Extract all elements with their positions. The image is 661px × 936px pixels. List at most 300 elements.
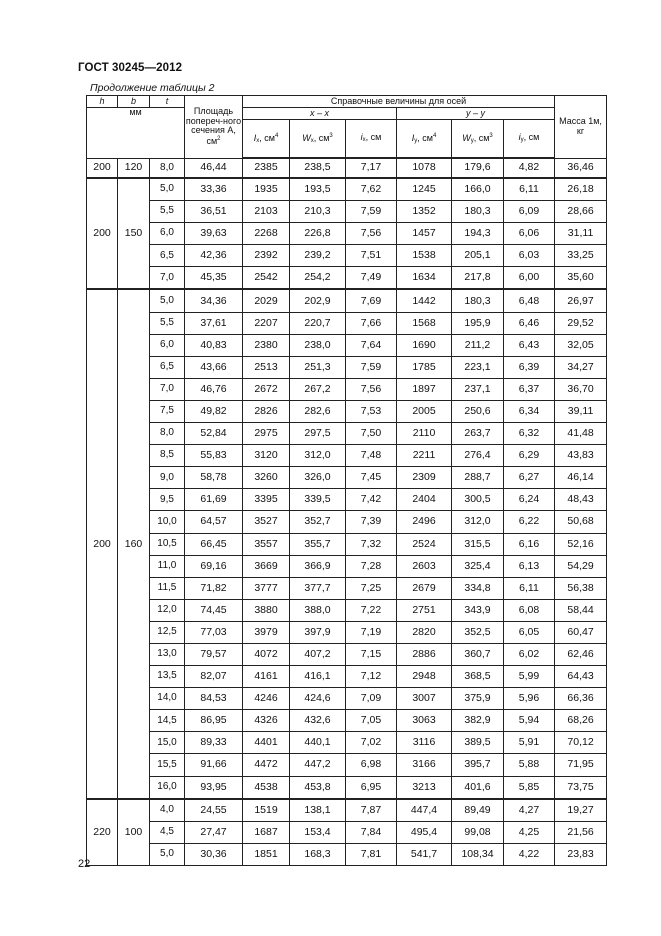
table-body	[87, 158, 607, 865]
cell-t: 13,5	[150, 666, 185, 688]
cell-area: 43,66	[185, 356, 243, 378]
cell-ix: 7,05	[346, 710, 397, 732]
col-Iy: $I_y$, $см^4$	[397, 120, 452, 159]
cell-area: 89,33	[185, 732, 243, 754]
cell-Iy: 1634	[397, 267, 452, 290]
cell-Iy: 3007	[397, 688, 452, 710]
cell-mass: 26,97	[555, 289, 607, 312]
table-row	[87, 289, 607, 312]
document-title: ГОСТ 30245—2012	[78, 62, 183, 74]
cell-Wy: 99,08	[452, 821, 504, 843]
col-t: t	[150, 96, 185, 108]
cell-mass: 31,11	[555, 223, 607, 245]
cell-mass: 36,70	[555, 378, 607, 400]
cell-Wy: 263,7	[452, 423, 504, 445]
cell-ix: 7,09	[346, 688, 397, 710]
cell-area: 52,84	[185, 423, 243, 445]
cell-b: 150	[118, 178, 150, 289]
cell-mass: 19,27	[555, 799, 607, 822]
col-iy: $i_y$, см	[504, 120, 555, 159]
cell-Iy: 2309	[397, 467, 452, 489]
table-row	[87, 467, 607, 489]
table-row	[87, 643, 607, 665]
cell-Wy: 389,5	[452, 732, 504, 754]
cell-iy: 5,91	[504, 732, 555, 754]
cell-t: 7,0	[150, 267, 185, 290]
cell-iy: 6,02	[504, 643, 555, 665]
cell-Wy: 312,0	[452, 511, 504, 533]
table-row	[87, 776, 607, 799]
col-area-sup: 2	[217, 135, 221, 142]
cell-Wx: 432,6	[290, 710, 346, 732]
cell-t: 8,0	[150, 158, 185, 178]
cell-Ix: 2542	[243, 267, 290, 290]
cell-area: 24,55	[185, 799, 243, 822]
cell-t: 13,0	[150, 643, 185, 665]
cell-Ix: 3557	[243, 533, 290, 555]
cell-b: 120	[118, 158, 150, 178]
cell-iy: 6,11	[504, 178, 555, 201]
cell-Wy: 382,9	[452, 710, 504, 732]
cell-area: 79,57	[185, 643, 243, 665]
cell-area: 46,76	[185, 378, 243, 400]
cell-Iy: 2679	[397, 577, 452, 599]
cell-Wx: 453,8	[290, 776, 346, 799]
cell-h: 220	[87, 799, 118, 866]
table-row	[87, 666, 607, 688]
cell-Wy: 343,9	[452, 599, 504, 621]
cell-t: 7,0	[150, 378, 185, 400]
cell-iy: 6,46	[504, 312, 555, 334]
cell-Ix: 3669	[243, 555, 290, 577]
cell-area: 34,36	[185, 289, 243, 312]
cell-ix: 7,48	[346, 445, 397, 467]
cell-iy: 6,22	[504, 511, 555, 533]
table-row	[87, 821, 607, 843]
cell-ix: 7,62	[346, 178, 397, 201]
cell-Ix: 4401	[243, 732, 290, 754]
cell-b: 160	[118, 289, 150, 798]
cell-Wy: 217,8	[452, 267, 504, 290]
table-row	[87, 799, 607, 822]
cell-t: 12,0	[150, 599, 185, 621]
cell-ix: 7,56	[346, 223, 397, 245]
cell-Wy: 276,4	[452, 445, 504, 467]
cell-t: 15,5	[150, 754, 185, 776]
cell-iy: 4,25	[504, 821, 555, 843]
cell-Wy: 401,6	[452, 776, 504, 799]
cell-iy: 6,09	[504, 201, 555, 223]
cell-Wy: 223,1	[452, 356, 504, 378]
cell-area: 42,36	[185, 245, 243, 267]
cell-ix: 7,51	[346, 245, 397, 267]
table-row	[87, 267, 607, 290]
cell-Ix: 3260	[243, 467, 290, 489]
cell-t: 9,0	[150, 467, 185, 489]
cell-Wx: 202,9	[290, 289, 346, 312]
cell-ix: 7,45	[346, 467, 397, 489]
table-row	[87, 843, 607, 865]
cell-area: 74,45	[185, 599, 243, 621]
cell-t: 5,0	[150, 289, 185, 312]
cell-area: 91,66	[185, 754, 243, 776]
cell-Wx: 326,0	[290, 467, 346, 489]
cell-iy: 5,85	[504, 776, 555, 799]
cell-ix: 7,32	[346, 533, 397, 555]
cell-iy: 5,99	[504, 666, 555, 688]
cell-iy: 5,94	[504, 710, 555, 732]
cell-mass: 62,46	[555, 643, 607, 665]
cell-Wx: 339,5	[290, 489, 346, 511]
cell-Wx: 447,2	[290, 754, 346, 776]
cell-t: 6,5	[150, 356, 185, 378]
cell-mass: 56,38	[555, 577, 607, 599]
cell-iy: 6,16	[504, 533, 555, 555]
cell-Ix: 2672	[243, 378, 290, 400]
cell-Wx: 251,3	[290, 356, 346, 378]
cell-Wx: 138,1	[290, 799, 346, 822]
cell-t: 12,5	[150, 621, 185, 643]
cell-Ix: 3395	[243, 489, 290, 511]
cell-Iy: 2496	[397, 511, 452, 533]
cell-Wy: 250,6	[452, 400, 504, 422]
cell-Wx: 226,8	[290, 223, 346, 245]
table-header	[87, 96, 607, 159]
cell-t: 15,0	[150, 732, 185, 754]
cell-Ix: 4246	[243, 688, 290, 710]
cell-Wy: 315,5	[452, 533, 504, 555]
cell-mass: 32,05	[555, 334, 607, 356]
table-row	[87, 621, 607, 643]
cell-Wx: 397,9	[290, 621, 346, 643]
table-row	[87, 754, 607, 776]
cell-t: 9,5	[150, 489, 185, 511]
cell-area: 39,63	[185, 223, 243, 245]
table-row	[87, 334, 607, 356]
cell-ix: 7,53	[346, 400, 397, 422]
cell-iy: 4,22	[504, 843, 555, 865]
cell-t: 8,0	[150, 423, 185, 445]
cell-t: 16,0	[150, 776, 185, 799]
cell-Wy: 237,1	[452, 378, 504, 400]
cell-mass: 46,14	[555, 467, 607, 489]
cell-Ix: 1519	[243, 799, 290, 822]
col-ref-group: Справочные величины для осей	[243, 96, 555, 108]
table-row	[87, 178, 607, 201]
cell-t: 6,0	[150, 223, 185, 245]
cell-mass: 58,44	[555, 599, 607, 621]
cell-Iy: 3063	[397, 710, 452, 732]
cell-t: 4,5	[150, 821, 185, 843]
cell-iy: 6,00	[504, 267, 555, 290]
cell-Wy: 179,6	[452, 158, 504, 178]
cell-area: 86,95	[185, 710, 243, 732]
cell-Wx: 355,7	[290, 533, 346, 555]
cell-Wx: 210,3	[290, 201, 346, 223]
table-row	[87, 555, 607, 577]
cell-iy: 6,06	[504, 223, 555, 245]
cell-mass: 68,26	[555, 710, 607, 732]
cell-Wx: 297,5	[290, 423, 346, 445]
cell-Wx: 407,2	[290, 643, 346, 665]
table-row	[87, 423, 607, 445]
cell-area: 71,82	[185, 577, 243, 599]
cell-t: 10,5	[150, 533, 185, 555]
cell-t: 14,0	[150, 688, 185, 710]
cell-area: 82,07	[185, 666, 243, 688]
cell-iy: 6,08	[504, 599, 555, 621]
col-Ix: $I_x$, $см^4$	[243, 120, 290, 159]
table-row	[87, 356, 607, 378]
table-row	[87, 599, 607, 621]
cell-area: 37,61	[185, 312, 243, 334]
table-row	[87, 201, 607, 223]
cell-ix: 7,49	[346, 267, 397, 290]
cell-Wy: 205,1	[452, 245, 504, 267]
cell-Wy: 166,0	[452, 178, 504, 201]
cell-area: 33,36	[185, 178, 243, 201]
cell-iy: 6,43	[504, 334, 555, 356]
cell-mass: 34,27	[555, 356, 607, 378]
cell-mass: 41,48	[555, 423, 607, 445]
col-area-label: Площадь попереч-ного сечения A, см	[185, 106, 242, 146]
cell-Wy: 395,7	[452, 754, 504, 776]
cell-iy: 4,82	[504, 158, 555, 178]
table-row	[87, 577, 607, 599]
cell-t: 4,0	[150, 799, 185, 822]
cell-ix: 7,42	[346, 489, 397, 511]
cell-mass: 54,29	[555, 555, 607, 577]
cell-Wy: 360,7	[452, 643, 504, 665]
cell-Iy: 2948	[397, 666, 452, 688]
cell-Wy: 352,5	[452, 621, 504, 643]
cell-area: 30,36	[185, 843, 243, 865]
cell-mass: 39,11	[555, 400, 607, 422]
cell-area: 27,47	[185, 821, 243, 843]
cell-mass: 29,52	[555, 312, 607, 334]
cell-mass: 66,36	[555, 688, 607, 710]
cell-Ix: 2975	[243, 423, 290, 445]
cell-Wy: 334,8	[452, 577, 504, 599]
cell-Ix: 2826	[243, 400, 290, 422]
cell-ix: 7,17	[346, 158, 397, 178]
cell-Iy: 3213	[397, 776, 452, 799]
cell-area: 93,95	[185, 776, 243, 799]
cell-mass: 26,18	[555, 178, 607, 201]
cell-ix: 7,39	[346, 511, 397, 533]
cell-ix: 7,64	[346, 334, 397, 356]
cell-Wy: 195,9	[452, 312, 504, 334]
cell-Ix: 4161	[243, 666, 290, 688]
cell-Ix: 2207	[243, 312, 290, 334]
cell-iy: 6,03	[504, 245, 555, 267]
cell-Iy: 447,4	[397, 799, 452, 822]
cell-Ix: 2268	[243, 223, 290, 245]
cell-Wy: 368,5	[452, 666, 504, 688]
cell-ix: 6,95	[346, 776, 397, 799]
table-row	[87, 400, 607, 422]
cell-iy: 6,27	[504, 467, 555, 489]
cell-Ix: 1687	[243, 821, 290, 843]
cell-Ix: 4072	[243, 643, 290, 665]
col-b: b	[118, 96, 150, 108]
cell-mass: 35,60	[555, 267, 607, 290]
cell-ix: 7,25	[346, 577, 397, 599]
col-axis-x: x – x	[243, 108, 397, 120]
cell-t: 7,5	[150, 400, 185, 422]
cell-Wy: 211,2	[452, 334, 504, 356]
cell-iy: 6,39	[504, 356, 555, 378]
cell-iy: 6,48	[504, 289, 555, 312]
cell-Ix: 1935	[243, 178, 290, 201]
cell-ix: 7,66	[346, 312, 397, 334]
cell-mass: 73,75	[555, 776, 607, 799]
cell-iy: 6,34	[504, 400, 555, 422]
col-ix: $i_x$, см	[346, 120, 397, 159]
cell-mass: 71,95	[555, 754, 607, 776]
table-row	[87, 312, 607, 334]
cell-Iy: 3166	[397, 754, 452, 776]
table-row	[87, 445, 607, 467]
cell-Ix: 3777	[243, 577, 290, 599]
cell-Wx: 193,5	[290, 178, 346, 201]
cell-ix: 7,15	[346, 643, 397, 665]
cell-iy: 6,29	[504, 445, 555, 467]
cell-ix: 7,81	[346, 843, 397, 865]
cell-Ix: 2513	[243, 356, 290, 378]
cell-t: 11,5	[150, 577, 185, 599]
cell-Iy: 541,7	[397, 843, 452, 865]
cell-t: 5,5	[150, 312, 185, 334]
cell-mass: 33,25	[555, 245, 607, 267]
cell-Iy: 1442	[397, 289, 452, 312]
cell-mass: 21,56	[555, 821, 607, 843]
col-axis-y: y – y	[397, 108, 555, 120]
cell-mass: 28,66	[555, 201, 607, 223]
cell-Wy: 288,7	[452, 467, 504, 489]
cell-ix: 7,87	[346, 799, 397, 822]
page-number: 22	[78, 858, 91, 870]
cell-t: 6,0	[150, 334, 185, 356]
cell-t: 11,0	[150, 555, 185, 577]
cell-mass: 50,68	[555, 511, 607, 533]
cell-Ix: 3527	[243, 511, 290, 533]
cell-Iy: 2110	[397, 423, 452, 445]
cell-ix: 7,28	[346, 555, 397, 577]
cell-area: 69,16	[185, 555, 243, 577]
cell-mass: 43,83	[555, 445, 607, 467]
cell-iy: 5,88	[504, 754, 555, 776]
cell-t: 14,5	[150, 710, 185, 732]
cell-Wx: 388,0	[290, 599, 346, 621]
cell-Ix: 2380	[243, 334, 290, 356]
cell-mass: 36,46	[555, 158, 607, 178]
cell-area: 77,03	[185, 621, 243, 643]
cell-Iy: 1897	[397, 378, 452, 400]
table-row	[87, 158, 607, 178]
cell-iy: 6,11	[504, 577, 555, 599]
cell-Ix: 4472	[243, 754, 290, 776]
cell-Iy: 2820	[397, 621, 452, 643]
cell-ix: 7,84	[346, 821, 397, 843]
cell-t: 10,0	[150, 511, 185, 533]
cell-Wy: 180,3	[452, 289, 504, 312]
col-Wx: $W_x$, $см^3$	[290, 120, 346, 159]
cell-area: 58,78	[185, 467, 243, 489]
cell-Wx: 416,1	[290, 666, 346, 688]
cell-Iy: 1785	[397, 356, 452, 378]
cell-iy: 6,13	[504, 555, 555, 577]
cell-mass: 23,83	[555, 843, 607, 865]
cell-Wy: 375,9	[452, 688, 504, 710]
cell-iy: 6,24	[504, 489, 555, 511]
cell-Ix: 4326	[243, 710, 290, 732]
cell-area: 49,82	[185, 400, 243, 422]
cell-t: 5,0	[150, 843, 185, 865]
cell-area: 46,44	[185, 158, 243, 178]
table-row	[87, 489, 607, 511]
cell-ix: 7,22	[346, 599, 397, 621]
cell-t: 5,0	[150, 178, 185, 201]
cell-Wy: 300,5	[452, 489, 504, 511]
cell-ix: 7,69	[346, 289, 397, 312]
cell-Wx: 352,7	[290, 511, 346, 533]
cell-Iy: 495,4	[397, 821, 452, 843]
cell-Wy: 89,49	[452, 799, 504, 822]
cell-Iy: 3116	[397, 732, 452, 754]
table-row	[87, 688, 607, 710]
cell-Iy: 1690	[397, 334, 452, 356]
cell-Wx: 366,9	[290, 555, 346, 577]
cell-Wx: 238,0	[290, 334, 346, 356]
cell-iy: 6,37	[504, 378, 555, 400]
cell-Wx: 440,1	[290, 732, 346, 754]
cell-Ix: 2392	[243, 245, 290, 267]
cell-ix: 7,50	[346, 423, 397, 445]
cell-iy: 5,96	[504, 688, 555, 710]
cell-Ix: 2103	[243, 201, 290, 223]
cell-ix: 7,19	[346, 621, 397, 643]
cell-Iy: 2005	[397, 400, 452, 422]
cell-h: 200	[87, 178, 118, 289]
cell-Wx: 168,3	[290, 843, 346, 865]
cell-Wx: 282,6	[290, 400, 346, 422]
cell-Wy: 108,34	[452, 843, 504, 865]
cell-mass: 52,16	[555, 533, 607, 555]
cell-t: 8,5	[150, 445, 185, 467]
cell-Wx: 153,4	[290, 821, 346, 843]
table-caption: Продолжение таблицы 2	[90, 82, 215, 94]
cell-Iy: 1245	[397, 178, 452, 201]
cell-area: 40,83	[185, 334, 243, 356]
col-mm: мм	[87, 108, 185, 159]
cell-Ix: 2385	[243, 158, 290, 178]
cell-Iy: 1538	[397, 245, 452, 267]
cell-ix: 7,59	[346, 356, 397, 378]
col-h: h	[87, 96, 118, 108]
cell-Wx: 220,7	[290, 312, 346, 334]
table-row	[87, 511, 607, 533]
cell-iy: 6,32	[504, 423, 555, 445]
cell-Iy: 2603	[397, 555, 452, 577]
cell-Iy: 1457	[397, 223, 452, 245]
cell-area: 61,69	[185, 489, 243, 511]
table-row	[87, 710, 607, 732]
data-table	[86, 95, 607, 866]
table-row	[87, 732, 607, 754]
cell-Wy: 180,3	[452, 201, 504, 223]
cell-area: 66,45	[185, 533, 243, 555]
